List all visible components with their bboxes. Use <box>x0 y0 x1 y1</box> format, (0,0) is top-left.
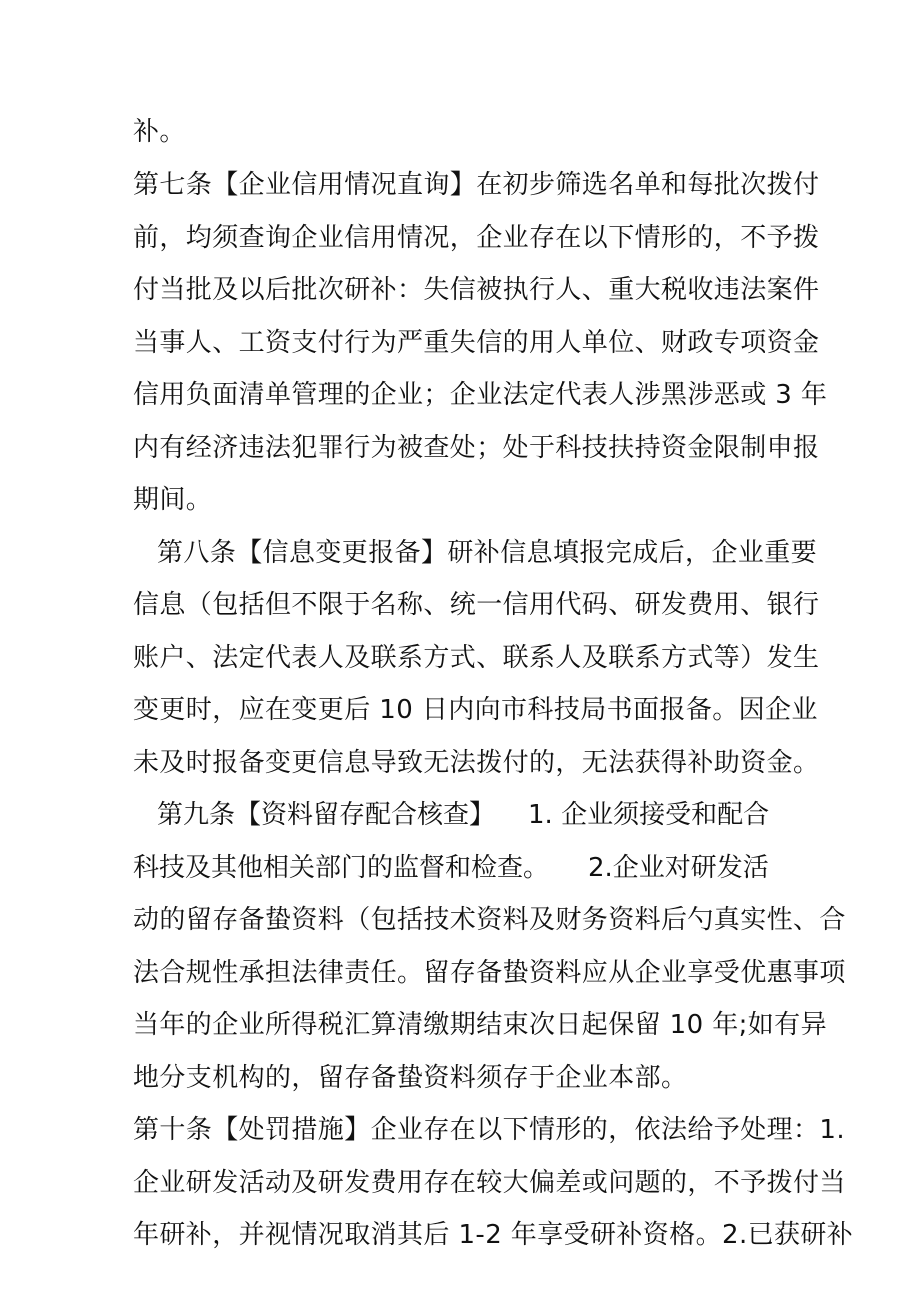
text-line: 地分支机构的，留存备蛰资料须存于企业本部。 <box>133 1063 688 1093</box>
text-line: 第八条【信息变更报备】研补信息填报完成后，企业重要 <box>157 538 818 568</box>
text-line: 第七条【企业信用情况直询】在初步筛选名单和每批次拨付 <box>133 170 820 200</box>
text-line: 信用负面清单管理的企业；企业法定代表人涉黑涉恶或 3 年 <box>133 380 828 410</box>
text-line: 内有经济违法犯罪行为被查处；处于科技扶持资金限制申报 <box>133 433 820 463</box>
text-line: 付当批及以后批次研补：失信被执行人、重大税收违法案件 <box>133 275 820 305</box>
text-line: 第十条【处罚措施】企业存在以下情形的，依法给予处理：1. <box>133 1115 846 1145</box>
text-line: 年研补，并视情况取消其后 1-2 年享受研补资格。2.已获研补 <box>133 1220 854 1250</box>
text-line: 企业研发活动及研发费用存在较大偏差或问题的，不予拨付当 <box>133 1168 846 1198</box>
text-line: 变更时，应在变更后 10 日内向市科技局书面报备。因企业 <box>133 695 818 725</box>
text-line: 动的留存备蛰资料（包括技术资料及财务资料后勺真实性、合 <box>133 905 846 935</box>
text-line: 补。 <box>133 117 186 147</box>
text-line: 法合规性承担法律责任。留存备蛰资料应从企业享受优惠事项 <box>133 958 846 988</box>
list-item: 2.企业对研发活 <box>588 853 769 883</box>
text-line: 未及时报备变更信息导致无法拨付的，无法获得补助资金。 <box>133 748 820 778</box>
text-line: 当年的企业所得税汇算清缴期结束次日起保留 10 年;如有异 <box>133 1010 827 1040</box>
text-line: 前，均须查询企业信用情况，企业存在以下情形的，不予拨 <box>133 223 820 253</box>
article-heading: 第九条【资料留存配合核查】 <box>157 800 496 830</box>
text-line: 账户、法定代表人及联系方式、联系人及联系方式等）发生 <box>133 643 820 673</box>
text-line: 信息（包括但不限于名称、统一信用代码、研发费用、银行 <box>133 590 820 620</box>
text-line: 期间。 <box>133 485 213 515</box>
list-item: 1. 企业须接受和配合 <box>528 800 770 830</box>
text-line: 当事人、工资支付行为严重失信的用人单位、财政专项资金 <box>133 328 820 358</box>
text-line: 科技及其他相关部门的监督和检查。 <box>133 853 550 883</box>
